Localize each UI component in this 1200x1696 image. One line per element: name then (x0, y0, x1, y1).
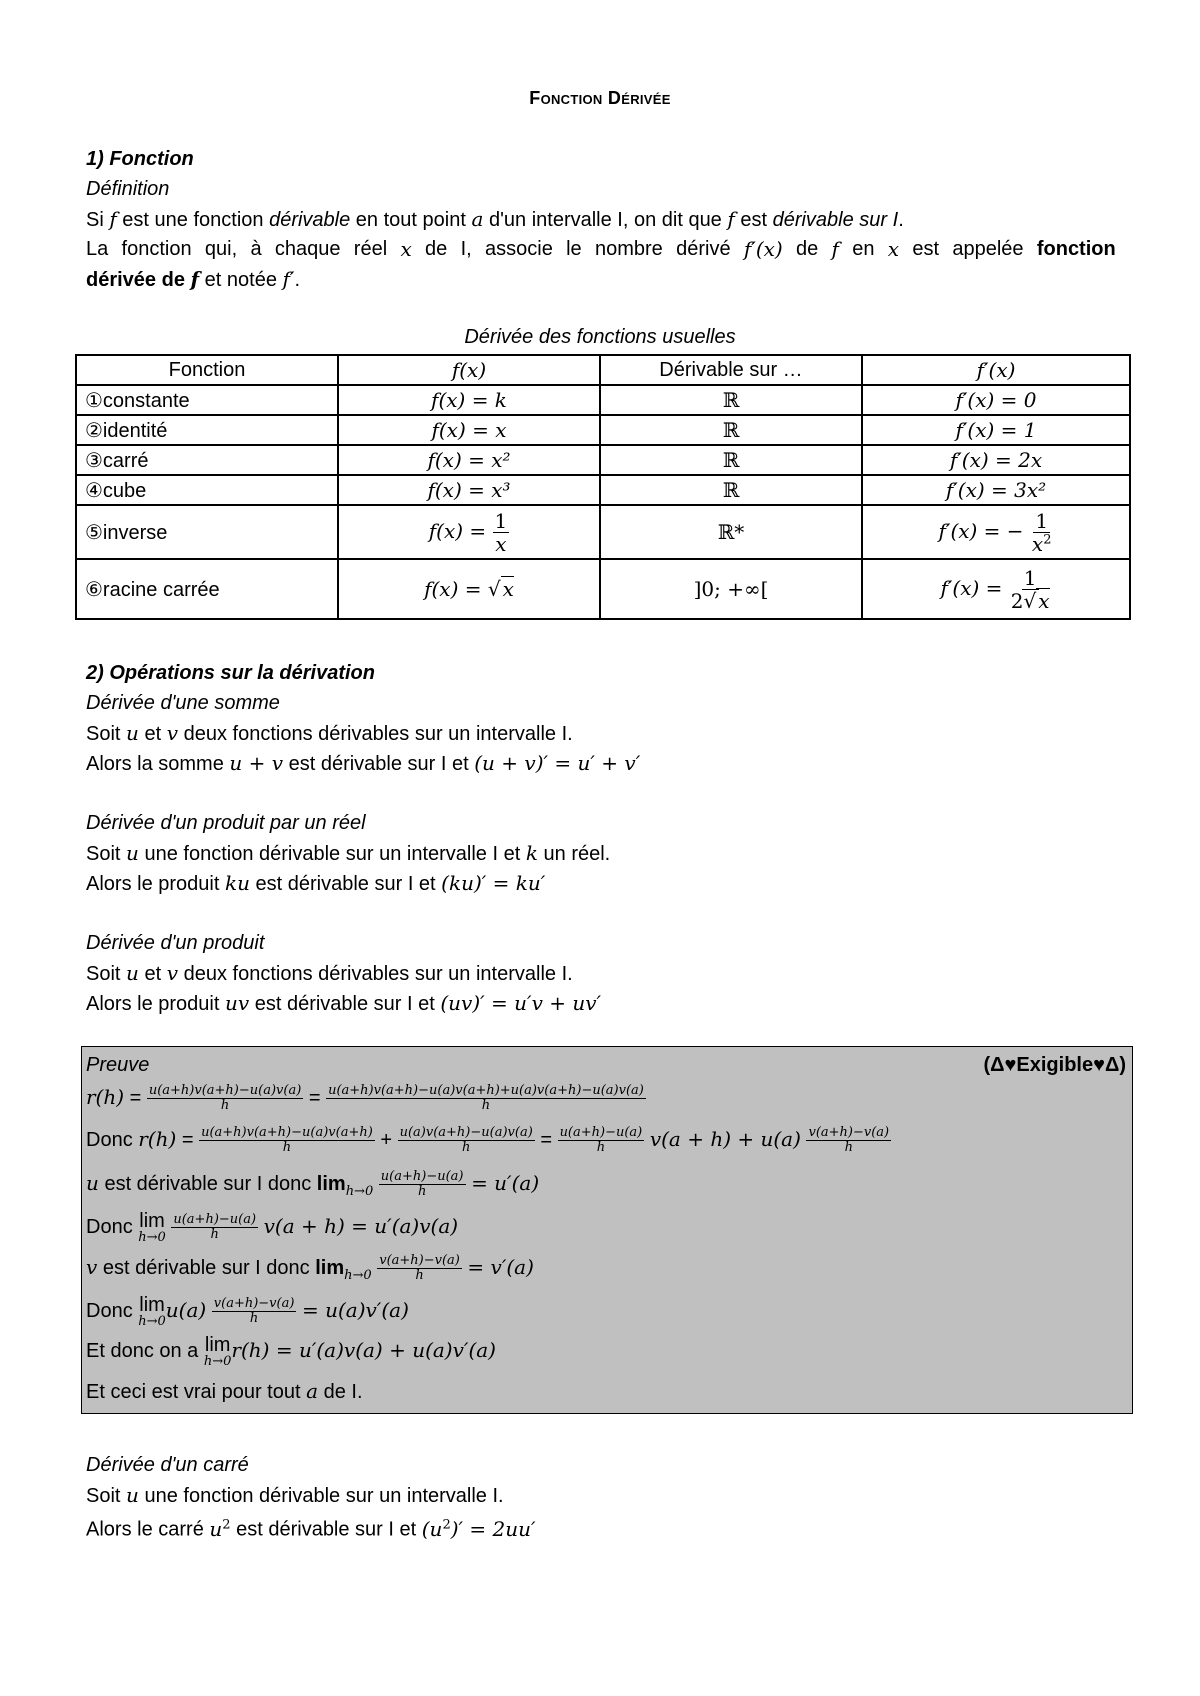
table-caption: Dérivée des fonctions usuelles (464, 326, 736, 348)
product-line-1: Soit u et v deux fonctions dérivables sur un intervalle I. (86, 961, 573, 985)
row-domain: ]0; +∞[ (600, 559, 862, 619)
row-name: ⑥racine carrée (76, 559, 338, 619)
section2-heading: 2) Opérations sur la dérivation (86, 662, 375, 684)
exigible-badge: (Δ♥Exigible♥Δ) (983, 1054, 1126, 1076)
row-dfx: f′(x) = $\frac{1}{2√ x}$ (862, 559, 1130, 619)
square-line-1: Soit u une fonction dérivable sur un intervalle I. (86, 1483, 504, 1507)
row-name: ④cube (76, 475, 338, 505)
table-header-row (76, 355, 1130, 385)
row-domain: ℝ (600, 415, 862, 445)
square-line-2: Alors le carré $u^2$ est dérivable sur I et $(u^2)' = 2uu'$ (86, 1516, 536, 1541)
proof-box (81, 1046, 1133, 1414)
row-domain: ℝ* (600, 505, 862, 559)
table-row (76, 559, 1130, 619)
row-name: ⑤inverse (76, 505, 338, 559)
header-domain: Dérivable sur … (600, 355, 862, 385)
table-row (76, 415, 1130, 445)
proof-line-6: Donc lim h→0 u(a) $\frac{v(a+h)-v(a)}{h}$ = u(a)v′(a) (86, 1294, 409, 1329)
row-fx: f(x) = x² (338, 445, 600, 475)
row-dfx: f′(x) = 2x (862, 445, 1130, 475)
derivatives-table (75, 354, 1131, 620)
proof-line-3: u est dérivable sur I donc $\lim_{h\to 0}$ $\frac{u(a+h)-u(a)}{h}$ = u′(a) (86, 1168, 540, 1200)
row-name: ③carré (76, 445, 338, 475)
definition-line-2: La fonction qui, à chaque réel x de I, associe le nombre dérivé f′(x) de f en x est appelée fonction (86, 237, 1116, 261)
proof-line-2: Donc r(h) = $\frac{u(a+h)v(a+h)-u(a)v(a+h)}{h}$ + $\frac{u(a)v(a+h)-u(a)v(a)}{h}$ = $\frac{u(a+h)-u(a)}{h}$ v(a + h) + u(a) $\frac{v(a+h)-v(a)}{h}$ (86, 1124, 890, 1156)
product-line-2: Alors le produit uv est dérivable sur I et (uv)′ = u′v + uv′ (86, 991, 602, 1015)
scalar-line-1: Soit u une fonction dérivable sur un intervalle I et k un réel. (86, 841, 611, 865)
row-dfx: f′(x) = 3x² (862, 475, 1130, 505)
proof-line-5: v est dérivable sur I donc $\lim_{h\to 0}$ $\frac{v(a+h)-v(a)}{h}$ = v′(a) (86, 1252, 534, 1284)
row-dfx: f′(x) = 1 (862, 415, 1130, 445)
header-dfx: f′(x) (862, 355, 1130, 385)
proof-line-8: Et ceci est vrai pour tout a de I. (86, 1379, 363, 1403)
definition-label: Définition (86, 178, 170, 200)
row-dfx: f′(x) = − $\frac{1}{x^2}$ (862, 505, 1130, 559)
row-fx: f(x) = x (338, 415, 600, 445)
header-fx: f(x) (338, 355, 600, 385)
proof-line-7: Et donc on a lim h→0 r(h) = u′(a)v(a) + u(a)v′(a) (86, 1334, 496, 1369)
proof-line-4: Donc lim h→0 $\frac{u(a+h)-u(a)}{h}$ v(a + h) = u′(a)v(a) (86, 1210, 459, 1245)
row-domain: ℝ (600, 445, 862, 475)
row-dfx: f′(x) = 0 (862, 385, 1130, 415)
table-row (76, 505, 1130, 559)
table-row (76, 475, 1130, 505)
page-title: Fonction Dérivée (529, 88, 671, 108)
proof-line-1: r(h) = $\frac{u(a+h)v(a+h)-u(a)v(a)}{h}$ = $\frac{u(a+h)v(a+h)-u(a)v(a+h)+u(a)v(a+h)-u(a)v(a)}{h}$ (86, 1082, 644, 1114)
table-row (76, 445, 1130, 475)
scalar-line-2: Alors le produit ku est dérivable sur I et (ku)′ = ku′ (86, 871, 546, 895)
scalar-title: Dérivée d'un produit par un réel (86, 812, 366, 834)
row-fx: f(x) = k (338, 385, 600, 415)
definition-line-1: Si f est une fonction dérivable en tout point a d'un intervalle I, on dit que f est dérivable sur I. (86, 207, 904, 231)
square-title: Dérivée d'un carré (86, 1454, 249, 1476)
sum-line-1: Soit u et v deux fonctions dérivables sur un intervalle I. (86, 721, 573, 745)
sum-title: Dérivée d'une somme (86, 692, 280, 714)
row-name: ①constante (76, 385, 338, 415)
row-name: ②identité (76, 415, 338, 445)
row-domain: ℝ (600, 475, 862, 505)
definition-line-3: dérivée de f et notée f′. (86, 267, 301, 291)
row-domain: ℝ (600, 385, 862, 415)
row-fx: f(x) = √ x (338, 559, 600, 619)
proof-title: Preuve (86, 1054, 150, 1076)
product-title: Dérivée d'un produit (86, 932, 265, 954)
header-fonction: Fonction (76, 355, 338, 385)
row-fx: f(x) = x³ (338, 475, 600, 505)
sum-line-2: Alors la somme u + v est dérivable sur I et (u + v)′ = u′ + v′ (86, 751, 641, 775)
section1-heading: 1) Fonction (86, 148, 194, 170)
table-row (76, 385, 1130, 415)
row-fx: f(x) = $\frac{1}{x}$ (338, 505, 600, 559)
